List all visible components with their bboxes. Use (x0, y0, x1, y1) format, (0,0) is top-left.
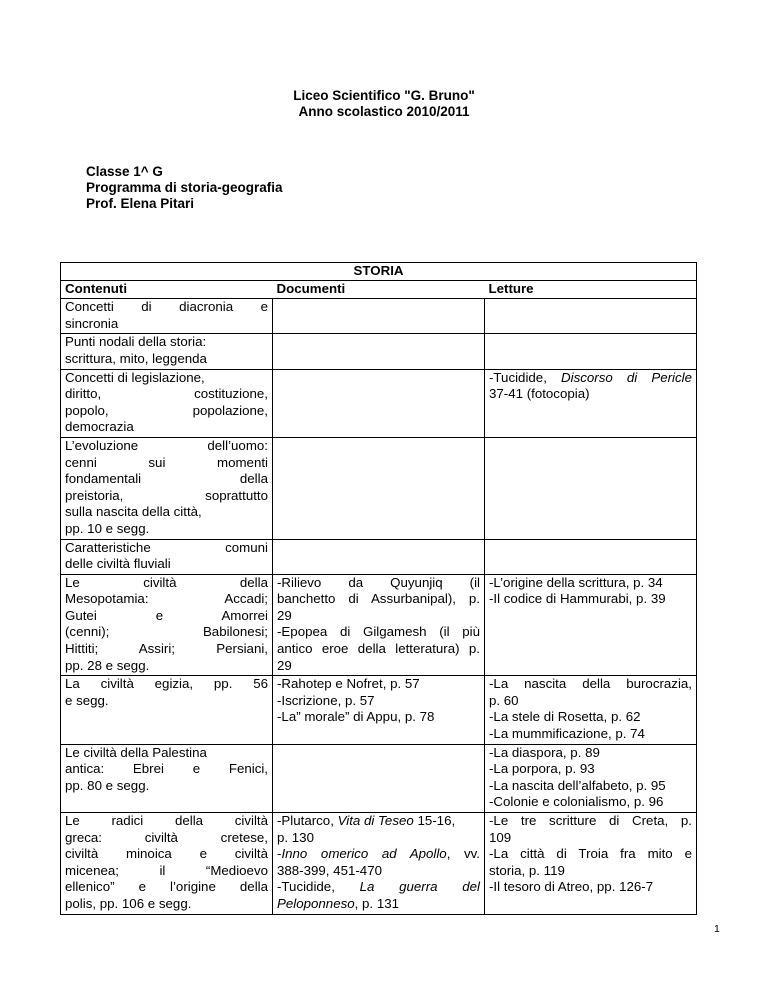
letture-cell (485, 813, 697, 915)
cell-line: democrazia (65, 419, 134, 435)
cell-line: -Inno omerico ad Apollo, vv. (277, 846, 480, 862)
cell-line: -Tucidide, La guerra del (277, 879, 480, 895)
contenuti-cell (61, 437, 273, 539)
cell-line: -Tucidide, Discorso di Pericle (489, 369, 692, 385)
table-row (61, 813, 697, 915)
cell-line: Concetti di diacronia e (65, 299, 268, 315)
cell-line: -Epopea di Gilgamesh (il più (277, 624, 480, 640)
documenti-cell (273, 334, 485, 369)
documenti-cell (273, 574, 485, 676)
contenuti-cell (61, 334, 273, 369)
cell-line: -La diaspora, p. 89 (489, 744, 600, 760)
contenuti-cell (61, 369, 273, 437)
table-header-row (61, 280, 697, 299)
cell-line: Caratteristiche comuni (65, 539, 268, 555)
letture-cell (485, 574, 697, 676)
table-row (61, 334, 697, 369)
letture-cell (485, 369, 697, 437)
cell-line: -La” morale” di Appu, p. 78 (277, 709, 435, 725)
header-documenti: Documenti (273, 280, 485, 299)
table-row (61, 744, 697, 812)
cell-line: delle civiltà fluviali (65, 556, 171, 572)
cell-line: -Il codice di Hammurabi, p. 39 (489, 591, 666, 607)
school-name: Liceo Scientifico "G. Bruno" (293, 88, 475, 103)
cell-line: (cenni); Babilonesi; (65, 624, 268, 640)
cell-line: L’evoluzione dell’uomo: (65, 437, 268, 453)
cell-line: polis, pp. 106 e segg. (65, 895, 192, 911)
cell-line: diritto, costituzione, (65, 386, 268, 402)
cell-line: popolo, popolazione, (65, 402, 268, 418)
documenti-cell (273, 437, 485, 539)
documenti-cell (273, 539, 485, 574)
cell-line: scrittura, mito, leggenda (65, 350, 207, 366)
cell-line: preistoria, soprattutto (65, 487, 268, 503)
storia-table (60, 262, 697, 915)
cell-line: -La città di Troia fra mito e (489, 846, 692, 862)
cell-line: Mesopotamia: Accadi; (65, 591, 268, 607)
cell-line: 37-41 (fotocopia) (489, 386, 590, 402)
cell-line: -La nascita dell’alfabeto, p. 95 (489, 777, 666, 793)
school-year: Anno scolastico 2010/2011 (298, 104, 470, 119)
documenti-cell (273, 299, 485, 334)
cell-line: Le civiltà della Palestina (65, 744, 207, 760)
cell-line: -Rilievo da Quyunjiq (il (277, 574, 480, 590)
cell-line: greca: civiltà cretese, (65, 829, 268, 845)
letture-cell (485, 676, 697, 744)
cell-line: sulla nascita della città, (65, 504, 202, 520)
cell-line: banchetto di Assurbanipal), p. (277, 591, 480, 607)
cell-line: Le radici della civiltà (65, 813, 268, 828)
cell-line: Gutei e Amorrei (65, 607, 268, 623)
contenuti-cell (61, 744, 273, 812)
cell-line: Peloponneso, p. 131 (277, 895, 399, 911)
cell-line: -La nascita della burocrazia, (489, 676, 692, 692)
documenti-cell (273, 813, 485, 915)
cell-line: 109 (489, 829, 512, 845)
letture-cell (485, 299, 697, 334)
letture-cell (485, 539, 697, 574)
cell-line: -Le tre scritture di Creta, p. (489, 813, 692, 828)
cell-line: pp. 80 e segg. (65, 777, 150, 793)
table-row (61, 299, 697, 334)
cell-line: La civiltà egizia, pp. 56 (65, 676, 268, 692)
table-row (61, 676, 697, 744)
program-title: Programma di storia-geografia (86, 180, 283, 195)
cell-line: cenni sui momenti (65, 454, 268, 470)
cell-line: pp. 28 e segg. (65, 657, 150, 673)
table-row (61, 574, 697, 676)
documenti-cell (273, 744, 485, 812)
letture-cell (485, 744, 697, 812)
cell-line: antico eroe della letteratura) p. (277, 641, 480, 657)
table-row (61, 539, 697, 574)
cell-line: p. 130 (277, 829, 314, 845)
documenti-cell (273, 676, 485, 744)
cell-line: -La stele di Rosetta, p. 62 (489, 709, 641, 725)
documenti-cell (273, 369, 485, 437)
contenuti-cell (61, 676, 273, 744)
cell-line: -La porpora, p. 93 (489, 761, 595, 777)
page-number: 1 (714, 923, 720, 935)
cell-line: storia, p. 119 (489, 862, 565, 878)
cell-line: e segg. (65, 692, 109, 708)
class-label: Classe 1^ G (86, 164, 163, 179)
letture-cell (485, 437, 697, 539)
cell-line: -La mummificazione, p. 74 (489, 726, 645, 742)
cell-line: sincronia (65, 315, 119, 331)
cell-line: -Il tesoro di Atreo, pp. 126-7 (489, 879, 654, 895)
cell-line: -Colonie e colonialismo, p. 96 (489, 794, 664, 810)
cell-line: 388-399, 451-470 (277, 862, 382, 878)
table-title: STORIA (61, 263, 697, 281)
cell-line: 29 (277, 657, 292, 673)
teacher-name: Prof. Elena Pitari (86, 196, 195, 211)
cell-line: ellenico” e l’origine della (65, 879, 268, 895)
contenuti-cell (61, 813, 273, 915)
cell-line: antica: Ebrei e Fenici, (65, 761, 268, 777)
cell-line: fondamentali della (65, 471, 268, 487)
letture-cell (485, 334, 697, 369)
cell-line: Punti nodali della storia: (65, 334, 207, 350)
cell-line: Concetti di legislazione, (65, 369, 205, 385)
cell-line: -Iscrizione, p. 57 (277, 692, 375, 708)
cell-line: -Rahotep e Nofret, p. 57 (277, 676, 420, 692)
header-letture: Letture (485, 280, 697, 299)
cell-line: -Plutarco, Vita di Teseo 15-16, (277, 813, 456, 828)
table-row (61, 369, 697, 437)
cell-line: civiltà minoica e civiltà (65, 846, 268, 862)
cell-line: pp. 10 e segg. (65, 520, 150, 536)
contenuti-cell (61, 539, 273, 574)
cell-line: 29 (277, 607, 292, 623)
contenuti-cell (61, 574, 273, 676)
cell-line: -L’origine della scrittura, p. 34 (489, 574, 663, 590)
cell-line: micenea; il “Medioevo (65, 862, 268, 878)
cell-line: Hittiti; Assiri; Persiani, (65, 641, 268, 657)
cell-line: p. 60 (489, 692, 519, 708)
contenuti-cell (61, 299, 273, 334)
cell-line: Le civiltà della (65, 574, 268, 590)
table-row (61, 437, 697, 539)
header-contenuti: Contenuti (61, 280, 273, 299)
